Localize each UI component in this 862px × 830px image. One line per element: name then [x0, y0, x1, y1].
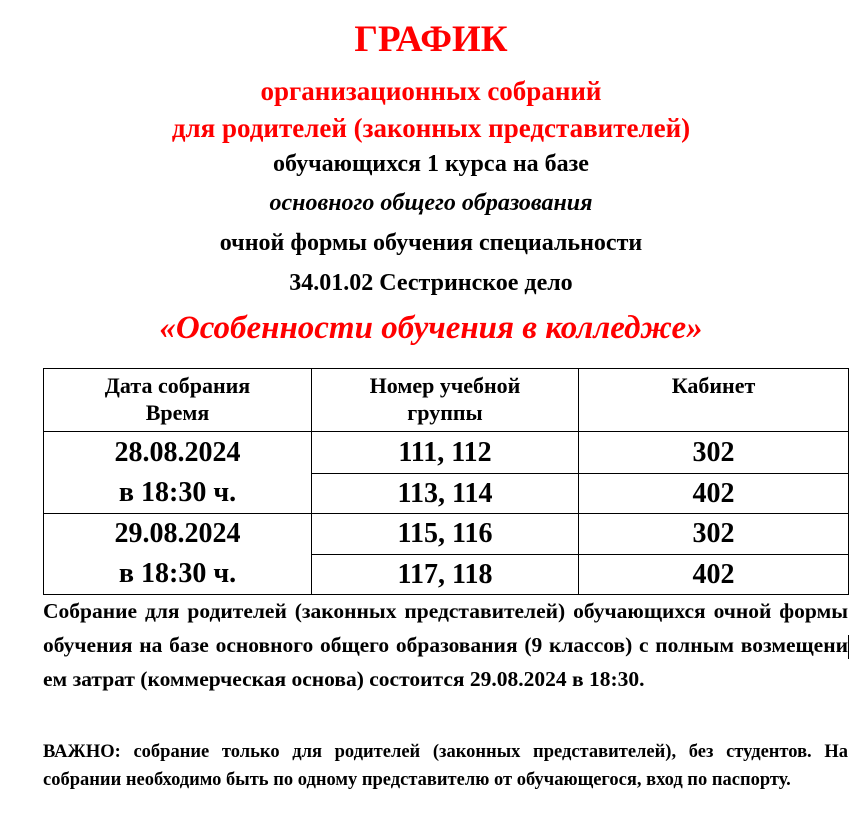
subtitle-line-2: для родителей (законных представителей)	[171, 113, 691, 143]
date-cell	[44, 432, 312, 514]
important-text: собрание только для родителей (законных представителей), без студентов. На собрании необходимо быть по одному представителю от обучающегося, вход по паспорту.	[43, 742, 848, 790]
table-header-row	[44, 369, 849, 432]
note-text-end: ем затрат (коммерческая основа) состоится 29.08.2024 в 18:30.	[43, 667, 645, 691]
meeting-topic: «Особенности обучения в колледже»	[159, 310, 703, 346]
important-label: ВАЖНО:	[43, 742, 121, 762]
room-cell: 302	[579, 432, 849, 474]
header-line-4: основного общего образования	[269, 190, 593, 216]
room-cell: 402	[579, 555, 849, 595]
room-cell: 302	[579, 514, 849, 555]
header-room	[579, 369, 849, 432]
header-line-3: обучающихся 1 курса на базе	[273, 151, 589, 177]
meeting-date: 29.08.2024	[114, 518, 241, 549]
meeting-time: в 18:30 ч.	[118, 558, 237, 589]
specialty-line: 34.01.02 Сестринское дело	[289, 270, 573, 296]
date-cell	[44, 514, 312, 595]
header-group	[312, 369, 579, 432]
meeting-time: в 18:30 ч.	[118, 476, 237, 508]
group-cell: 117, 118	[312, 555, 579, 595]
header-date-label: Дата собрания	[104, 373, 251, 398]
note-text-start: Собрание для родителей (законных представителей) обучающихся очной формы обучения на базе основного общего образования (9 классов) с полным возмещени	[43, 599, 848, 657]
text-cursor	[848, 635, 849, 659]
header-group-label-1: Номер учебной	[369, 373, 521, 398]
header-group-label-2: группы	[407, 400, 483, 425]
table-row	[44, 514, 849, 555]
table-row	[44, 432, 849, 474]
important-note	[43, 738, 848, 794]
document-title: ГРАФИК	[354, 19, 508, 60]
group-cell: 113, 114	[312, 474, 579, 514]
meeting-date: 28.08.2024	[114, 436, 241, 468]
group-cell: 115, 116	[312, 514, 579, 555]
header-date-time	[44, 369, 312, 432]
header-time-label: Время	[145, 400, 210, 425]
commercial-meeting-note	[43, 594, 848, 696]
header-line-5: очной формы обучения специальности	[219, 230, 643, 256]
subtitle-line-1: организационных собраний	[260, 76, 602, 106]
header-room-label: Кабинет	[671, 373, 756, 398]
group-cell: 111, 112	[312, 432, 579, 474]
schedule-table	[43, 368, 849, 595]
room-cell: 402	[579, 474, 849, 514]
